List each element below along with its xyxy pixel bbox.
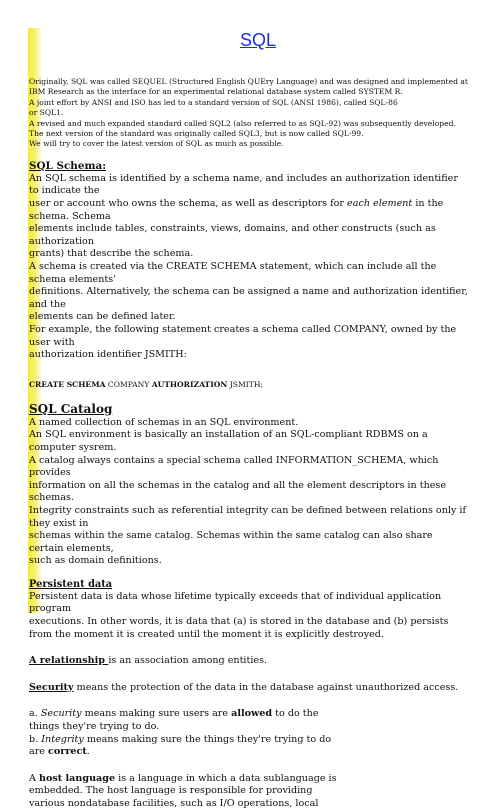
catalog-line: such as domain definitions. bbox=[29, 555, 162, 567]
relationship-definition bbox=[29, 655, 469, 668]
catalog-line: schemas within the same catalog. Schemas within the same catalog can also share certain elements, bbox=[29, 530, 433, 554]
list-emphasis: Integrity bbox=[41, 733, 84, 745]
list-item-b-cont bbox=[29, 746, 469, 759]
security-integrity-list bbox=[29, 708, 469, 758]
security-term: Security bbox=[29, 681, 74, 693]
host-text: A bbox=[29, 772, 39, 784]
schema-line: authorization identifier JSMITH: bbox=[29, 349, 187, 361]
host-text: is a language in which a data sublanguage is bbox=[115, 772, 337, 784]
create-schema-statement bbox=[29, 380, 469, 390]
schema-line: elements can be defined later. bbox=[29, 311, 176, 323]
schema-line: For example, the following statement creates a schema called COMPANY, owned by the user with bbox=[29, 323, 457, 348]
intro-line: IBM Research as the interface for an experimental relational database system called SYSTEM R. bbox=[29, 87, 403, 97]
schema-line: definitions. Alternatively, the schema can be assigned a name and authorization identifier, and the bbox=[29, 286, 468, 310]
list-text: means making sure the things they're trying to do bbox=[83, 733, 332, 745]
persistent-line: from the moment it is created until the moment it is explicitly destroyed. bbox=[29, 628, 385, 640]
intro-line: A revised and much expanded standard called SQL2 (also referred to as SQL-92) was subsequently developed. bbox=[29, 118, 456, 128]
list-item-a-cont: things they're trying to do. bbox=[29, 721, 160, 733]
intro-line: We will try to cover the latest version of SQL as much as possible. bbox=[29, 139, 284, 149]
schema-section bbox=[29, 160, 469, 390]
host-language-section bbox=[29, 773, 469, 811]
list-marker: a. bbox=[29, 708, 41, 720]
schema-line: grants) that describe the schema. bbox=[29, 248, 194, 260]
intro-line: or SQL1. bbox=[29, 108, 64, 118]
persistent-section bbox=[29, 578, 469, 641]
sql-keyword: CREATE SCHEMA bbox=[29, 379, 106, 389]
security-definition bbox=[29, 682, 469, 695]
list-item-a bbox=[29, 708, 469, 721]
intro-line: A joint effort by ANSI and ISO has led to a standard version of SQL (ANSI 1986), called SQL-86 bbox=[29, 97, 398, 107]
catalog-line: Integrity constraints such as referential integrity can be defined between relations only if they exist in bbox=[29, 504, 467, 529]
schema-line: A schema is created via the CREATE SCHEMA statement, which can include all the schema elements' bbox=[29, 261, 437, 285]
host-line: various nondatabase facilities, such as I/O operations, local bbox=[29, 798, 319, 809]
list-text: . bbox=[86, 746, 90, 758]
page-title[interactable]: SQL bbox=[239, 30, 277, 50]
persistent-heading: Persistent data bbox=[29, 578, 113, 590]
catalog-section bbox=[29, 402, 469, 568]
relationship-term: A relationship bbox=[29, 655, 109, 667]
list-text: to do the bbox=[272, 708, 319, 720]
host-term: host language bbox=[38, 772, 116, 784]
schema-user: JSMITH; bbox=[227, 379, 263, 389]
catalog-line: An SQL environment is basically an installation of an SQL-compliant RDBMS on a computer sysrem. bbox=[29, 429, 428, 453]
host-line: embedded. The host language is responsible for providing bbox=[29, 785, 313, 797]
sql-keyword: AUTHORIZATION bbox=[151, 379, 228, 389]
document-page bbox=[29, 30, 469, 811]
schema-heading: SQL Schema: bbox=[29, 159, 107, 172]
relationship-text: is an association among entities. bbox=[108, 655, 268, 667]
intro-section bbox=[29, 77, 469, 150]
persistent-line: executions. In other words, it is data that (a) is stored in the database and (b) persists bbox=[29, 616, 449, 628]
list-bold: correct bbox=[48, 746, 87, 758]
catalog-line: A named collection of schemas in an SQL environment. bbox=[29, 416, 299, 428]
schema-emphasis: each element bbox=[347, 198, 413, 210]
schema-name: COMPANY bbox=[105, 379, 152, 389]
schema-line: An SQL schema is identified by a schema name, and includes an authorization identifier to indicate the bbox=[29, 172, 458, 197]
list-bold: allowed bbox=[231, 708, 273, 720]
list-emphasis: Security bbox=[40, 708, 82, 720]
list-text: means making sure users are bbox=[81, 708, 232, 720]
catalog-line: information on all the schemas in the catalog and all the element descriptors in these schemas. bbox=[29, 479, 447, 504]
schema-line: elements include tables, constraints, views, domains, and other constructs (such as authorization bbox=[29, 223, 436, 247]
intro-line: Originally, SQL was called SEQUEL (Structured English QUEry Language) and was designed and implemented at bbox=[29, 77, 468, 86]
catalog-line: A catalog always contains a special schema called INFORMATION_SCHEMA, which provides bbox=[29, 454, 439, 479]
security-text: means the protection of the data in the database against unauthorized access. bbox=[73, 681, 459, 693]
list-item-b bbox=[29, 734, 469, 747]
catalog-heading: SQL Catalog bbox=[29, 401, 113, 416]
list-marker: b. bbox=[29, 733, 42, 745]
list-text: are bbox=[29, 746, 49, 758]
persistent-line: Persistent data is data whose lifetime typically exceeds that of individual application program bbox=[29, 590, 442, 615]
schema-line bbox=[29, 198, 469, 223]
schema-text: in the schema. Schema bbox=[29, 198, 444, 222]
intro-line: The next version of the standard was originally called SQL3, but is now called SQL-99. bbox=[29, 129, 364, 139]
schema-text: user or account who owns the schema, as well as descriptors for bbox=[29, 198, 348, 210]
host-line bbox=[29, 773, 469, 786]
